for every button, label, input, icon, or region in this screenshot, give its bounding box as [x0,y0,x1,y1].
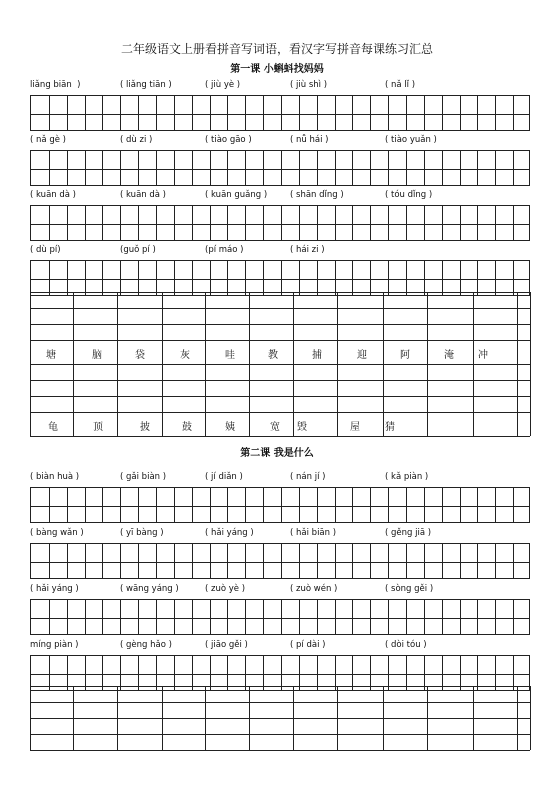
pinyin-prompt: ( dòi tóu ) [385,640,427,650]
pinyin-prompt: ( liǎng tiān ) [120,80,172,90]
practice-character: 捕 [312,350,322,361]
pinyin-prompt: ( hǎi biān ) [290,528,337,538]
ruled-line [30,308,530,309]
pinyin-prompt: ( nǎ gè ) [30,135,66,145]
table-divider [249,686,250,750]
pinyin-prompt: ( jiù shì ) [290,80,328,90]
practice-character: 哇 [225,350,235,361]
table-divider [530,686,531,750]
pinyin-prompt: ( kǎ piàn ) [385,472,429,482]
pinyin-prompt: ( jiāo gěi ) [205,640,248,650]
table-divider [530,292,531,436]
pinyin-prompt: ( yī bàng ) [120,528,164,538]
practice-character: 鼓 [182,422,192,433]
table-divider [517,292,518,436]
pinyin-prompt: ( gèng hǎo ) [120,640,172,650]
practice-character: 脑 [92,350,102,361]
pinyin-prompt: ( zuò wén ) [290,584,338,594]
practice-character: 塘 [46,350,56,361]
table-divider [73,292,74,436]
pinyin-prompt: ( tóu dǐng ) [385,190,433,200]
ruled-line [30,292,530,293]
writing-grid[interactable] [30,205,530,241]
lesson2-heading: 第二课 我是什么 [240,448,314,459]
practice-character: 教 [268,350,278,361]
pinyin-prompt: ( gǎi biàn ) [120,472,167,482]
pinyin-prompt: ( shān dǐng ) [290,190,344,200]
practice-character: 冲 [478,350,488,361]
table-divider [517,686,518,750]
pinyin-prompt: ( kuān guǎng ) [205,190,268,200]
practice-character: 龟 [48,422,58,433]
table-divider [427,292,428,436]
writing-grid[interactable] [30,487,530,523]
table-divider [383,686,384,750]
table-divider [293,686,294,750]
ruled-line [30,750,530,751]
table-divider [30,292,31,436]
practice-character: 披 [140,422,150,433]
ruled-line [30,364,530,365]
ruled-line [30,396,530,397]
pinyin-prompt: ( jí diǎn ) [205,472,243,482]
ruled-line [30,734,530,735]
pinyin-prompt: (pí máo ) [205,245,244,255]
practice-character: 猜 [385,422,395,433]
table-divider [162,292,163,436]
pinyin-prompt: ( pí dài ) [290,640,326,650]
practice-character: 顶 [93,422,103,433]
pinyin-prompt: ( wāng yáng ) [120,584,179,594]
pinyin-prompt: ( tiào gāo ) [205,135,252,145]
pinyin-prompt: ( sòng gěi ) [385,584,434,594]
writing-grid[interactable] [30,599,530,635]
pinyin-prompt: ( hǎi yáng ) [30,584,79,594]
ruled-line [30,436,530,437]
pinyin-prompt: ( kuān dà ) [30,190,76,200]
pinyin-prompt: ( tiào yuǎn ) [385,135,437,145]
pinyin-prompt: ( biàn huà ) [30,472,80,482]
page-title: 二年级语文上册看拼音写词语，看汉字写拼音每课练习汇总 [120,42,433,56]
ruled-line [30,412,530,413]
pinyin-prompt: (guǒ pí ) [120,245,156,255]
table-divider [473,292,474,436]
ruled-line [30,340,530,341]
practice-character: 屋 [350,422,360,433]
pinyin-prompt: ( dù pí) [30,245,61,255]
practice-character: 灰 [180,350,190,361]
pinyin-prompt: ( jiù yè ) [205,80,241,90]
lesson1-heading: 第一课 小蝌蚪找妈妈 [230,64,324,75]
pinyin-prompt: ( nǎ lǐ ) [385,80,416,90]
practice-character: 宽 [270,422,280,433]
pinyin-prompt: ( nán jí ) [290,472,326,482]
table-divider [205,686,206,750]
writing-grid[interactable] [30,543,530,579]
ruled-line [30,686,530,687]
table-divider [30,686,31,750]
pinyin-prompt: ( bàng wǎn ) [30,528,84,538]
pinyin-prompt: ( dù zi ) [120,135,153,145]
table-divider [73,686,74,750]
table-divider [337,686,338,750]
practice-character: 袋 [135,350,145,361]
pinyin-prompt: ( hǎi yáng ) [205,528,254,538]
table-divider [293,292,294,436]
pinyin-prompt: liǎng biān ) [30,80,81,90]
ruled-line [30,702,530,703]
pinyin-prompt: míng piàn ) [30,640,79,650]
table-divider [205,292,206,436]
table-divider [473,686,474,750]
pinyin-prompt: ( nǚ hái ) [290,135,329,145]
table-divider [249,292,250,436]
ruled-line [30,380,530,381]
writing-grid[interactable] [30,150,530,186]
table-divider [117,292,118,436]
practice-character: 阿 [400,350,410,361]
table-divider [427,686,428,750]
writing-grid[interactable] [30,260,530,296]
practice-character: 迎 [357,350,367,361]
pinyin-prompt: ( hái zi ) [290,245,325,255]
table-divider [162,686,163,750]
table-divider [337,292,338,436]
pinyin-prompt: ( zuò yè ) [205,584,246,594]
pinyin-prompt: ( kuān dà ) [120,190,166,200]
table-divider [383,292,384,436]
ruled-line [30,718,530,719]
writing-grid[interactable] [30,95,530,131]
practice-character: 姨 [225,422,235,433]
table-divider [117,686,118,750]
ruled-line [30,324,530,325]
practice-character: 毁 [297,422,307,433]
practice-character: 淹 [444,350,454,361]
pinyin-prompt: ( gěng jiā ) [385,528,432,538]
